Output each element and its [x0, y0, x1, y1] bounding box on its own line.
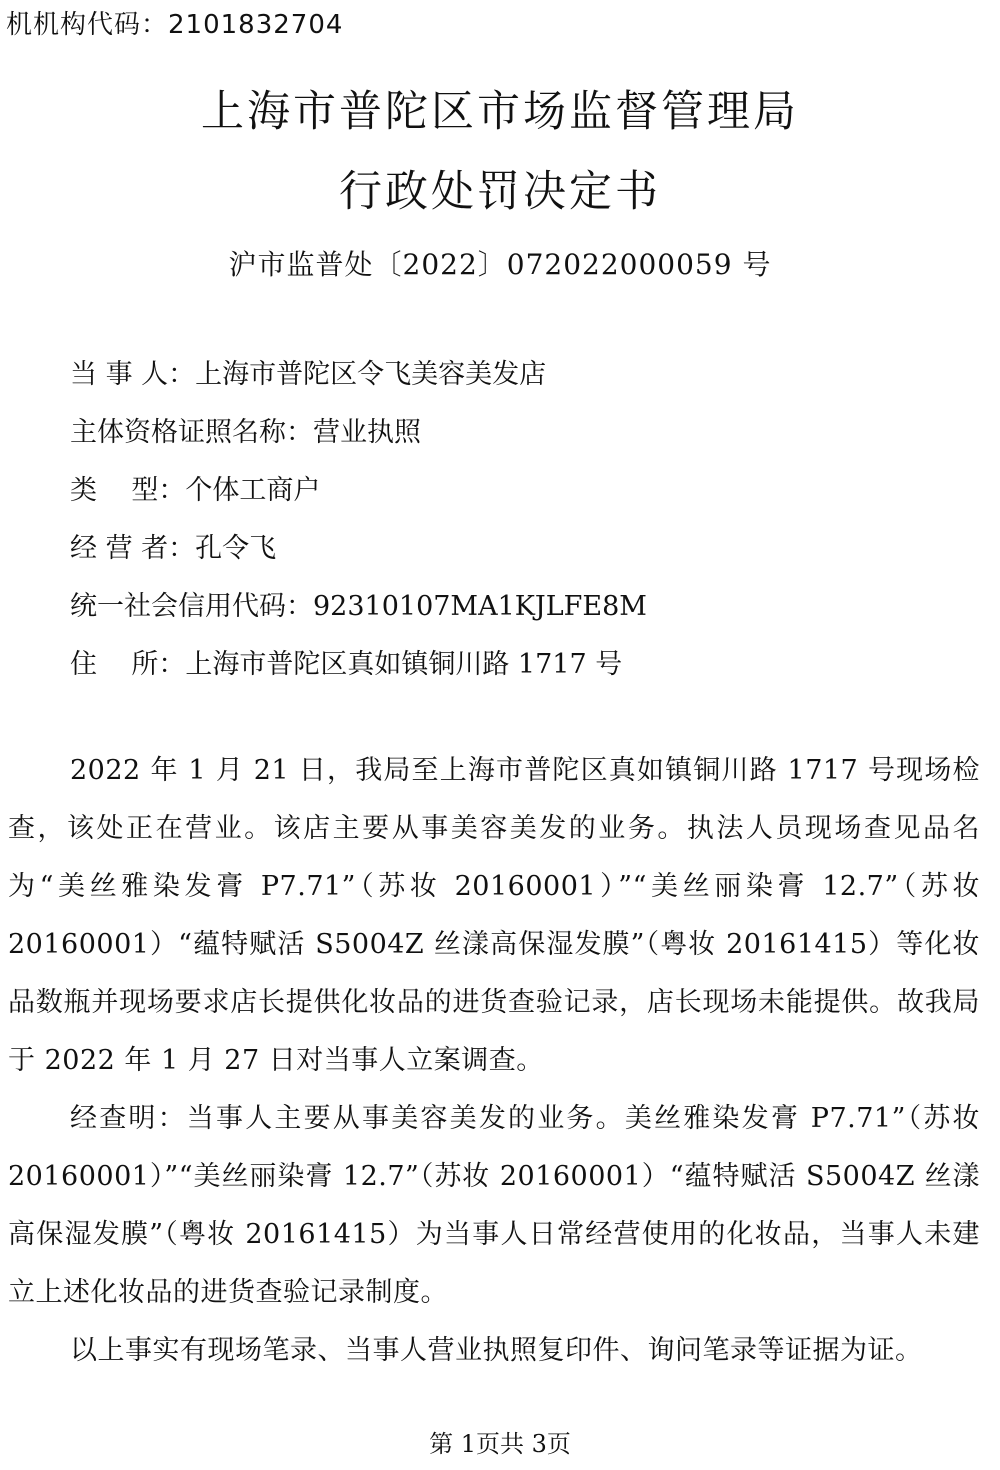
party-row-address [70, 640, 990, 698]
credit-code-value: 92310107MA1KJLFE8M [313, 591, 647, 622]
type-value: 个体工商户 [185, 475, 321, 506]
operator-value: 孔令飞 [195, 533, 277, 564]
party-info [70, 350, 990, 698]
credit-code-label: 统一社会信用代码： [70, 591, 313, 622]
address-value: 上海市普陀区真如镇铜川路 1717 号 [185, 649, 623, 680]
license-value: 营业执照 [313, 417, 421, 448]
document-number: 沪市监普处〔2022〕072022000059 号 [228, 248, 772, 281]
address-label: 住 所： [70, 649, 186, 680]
document-title: 行政处罚决定书 [339, 167, 661, 217]
party-label: 当 事 人： [70, 359, 196, 390]
type-label: 类 型： [70, 475, 186, 506]
page-number: 第 1页共 3页 [429, 1430, 571, 1458]
operator-label: 经 营 者： [70, 533, 196, 564]
license-label: 主体资格证照名称： [70, 417, 313, 448]
paragraph-findings: 经查明：当事人主要从事美容美发的业务。美丝雅染发膏 P7.71”（苏妆 20160001）”“美丝丽染膏 12.7”（苏妆 20160001）“蕴特赋活 S5004Z 丝漾高保湿发膜”（粤妆 20161415）为当事人日常经营使用的化妆品，当事人未建立上述化妆品的进货查验记录制度。 [8, 1103, 980, 1308]
party-row-name [70, 350, 990, 408]
party-row-operator [70, 524, 990, 582]
party-row-license [70, 408, 990, 466]
party-row-type [70, 466, 990, 524]
authority-title: 上海市普陀区市场监督管理局 [201, 87, 799, 137]
party-row-credit-code [70, 582, 990, 640]
paragraph-evidence: 以上事实有现场笔录、当事人营业执照复印件、询问笔录等证据为证。 [70, 1335, 923, 1366]
org-code: 机机构代码：2101832704 [6, 10, 344, 40]
decision-body [8, 742, 980, 1380]
paragraph-inspection: 2022 年 1 月 21 日，我局至上海市普陀区真如镇铜川路 1717 号现场检查，该处正在营业。该店主要从事美容美发的业务。执法人员现场查见品名为“美丝雅染发膏 P7.71”（苏妆 20160001）”“美丝丽染膏 12.7”（苏妆 20160001）“蕴特赋活 S5004Z 丝漾高保湿发膜”（粤妆 20161415）等化妆品数瓶并现场要求店长提供化妆品的进货查验记录，店长现场未能提供。故我局于 2022 年 1 月 27 日对当事人立案调查。 [8, 755, 980, 1076]
party-value: 上海市普陀区令飞美容美发店 [195, 359, 547, 390]
